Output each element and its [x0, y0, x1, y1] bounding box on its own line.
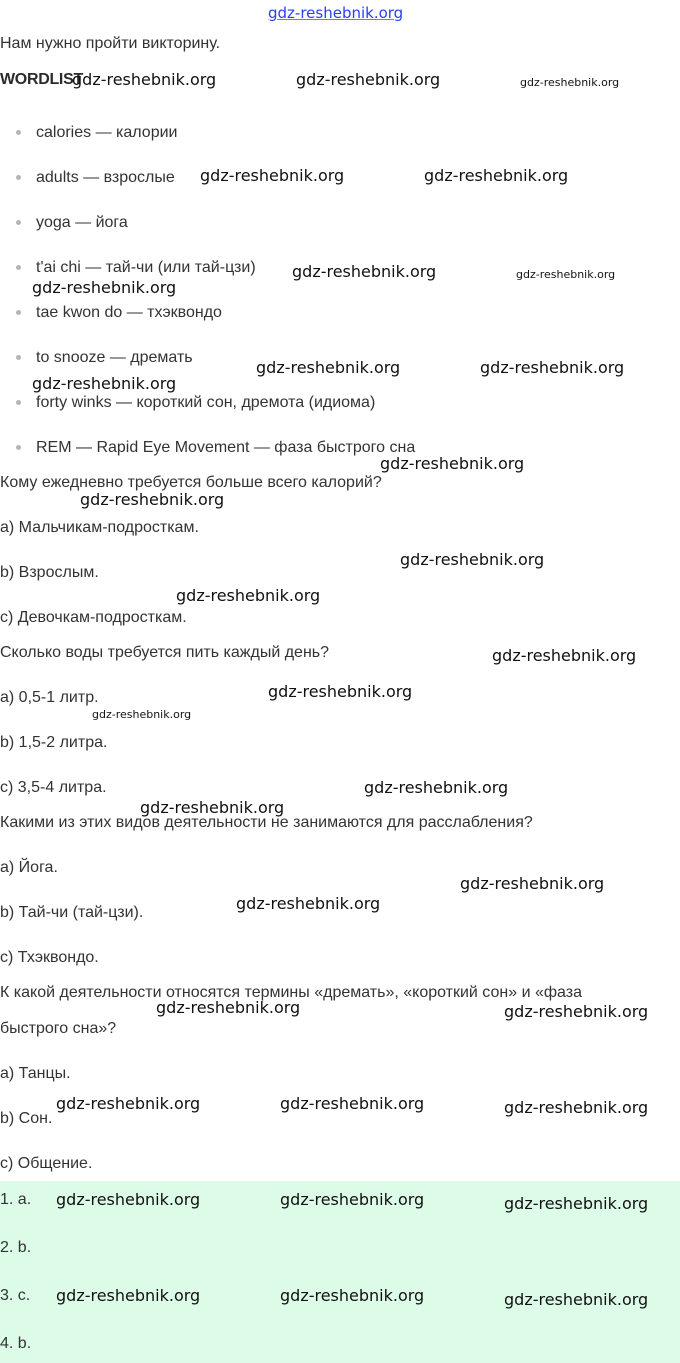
question-1-option-b: b) Взрослым. [0, 564, 99, 581]
watermark: gdz-reshebnik.org [364, 778, 509, 797]
question-3-text: Какими из этих видов деятельности не занимаются для расслабления? [0, 814, 533, 831]
question-1-option-c: c) Девочкам-подросткам. [0, 609, 187, 626]
question-3-option-a: a) Йога. [0, 859, 58, 876]
wordlist-item: t'ai chi — тай-чи (или тай-цзи) [36, 259, 256, 276]
intro-text: Нам нужно пройти викторину. [0, 35, 221, 52]
watermark: gdz-reshebnik.org [504, 1290, 649, 1309]
watermark: gdz-reshebnik.org [504, 1098, 649, 1117]
wordlist-item: adults — взрослые [36, 169, 175, 186]
wordlist-item: calories — калории [36, 124, 178, 141]
question-4-option-c: c) Общение. [0, 1155, 93, 1172]
watermark: gdz-reshebnik.org [380, 454, 525, 473]
bullet-icon [16, 175, 21, 180]
watermark: gdz-reshebnik.org [268, 682, 413, 701]
question-4-option-a: a) Танцы. [0, 1065, 71, 1082]
wordlist-item: forty winks — короткий сон, дремота (идиома) [36, 394, 376, 411]
wordlist-item: yoga — йога [36, 214, 128, 231]
bullet-icon [16, 220, 21, 225]
wordlist-item: REM — Rapid Eye Movement — фаза быстрого сна [36, 439, 416, 456]
answer-2: 2. b. [0, 1239, 32, 1256]
watermark: gdz-reshebnik.org [92, 708, 192, 721]
watermark: gdz-reshebnik.org [156, 998, 301, 1017]
wordlist-item: to snooze — дремать [36, 349, 193, 366]
watermark: gdz-reshebnik.org [480, 358, 625, 377]
watermark: gdz-reshebnik.org [492, 646, 637, 665]
bullet-icon [16, 400, 21, 405]
question-3-option-b: b) Тай-чи (тай-цзи). [0, 904, 144, 921]
watermark: gdz-reshebnik.org [400, 550, 545, 569]
watermark: gdz-reshebnik.org [280, 1190, 425, 1209]
question-4-option-b: b) Сон. [0, 1110, 53, 1127]
watermark: gdz-reshebnik.org [56, 1094, 201, 1113]
watermark: gdz-reshebnik.org [256, 358, 401, 377]
watermark: gdz-reshebnik.org [296, 70, 441, 89]
bullet-icon [16, 355, 21, 360]
watermark: gdz-reshebnik.org [32, 278, 177, 297]
watermark: gdz-reshebnik.org [516, 268, 616, 281]
question-4-text-line-1: К какой деятельности относятся термины «дремать», «короткий сон» и «фаза [0, 984, 582, 1001]
bullet-icon [16, 445, 21, 450]
question-2-option-c: c) 3,5-4 литра. [0, 779, 107, 796]
answer-1: 1. a. [0, 1191, 32, 1208]
answer-4: 4. b. [0, 1335, 32, 1352]
answer-3: 3. c. [0, 1287, 31, 1304]
watermark: gdz-reshebnik.org [504, 1002, 649, 1021]
watermark: gdz-reshebnik.org [424, 166, 569, 185]
question-2-text: Сколько воды требуется пить каждый день? [0, 644, 330, 661]
watermark: gdz-reshebnik.org [280, 1094, 425, 1113]
question-3-option-c: c) Тхэквондо. [0, 949, 99, 966]
watermark: gdz-reshebnik.org [56, 1286, 201, 1305]
watermark: gdz-reshebnik.org [72, 70, 217, 89]
watermark: gdz-reshebnik.org [80, 490, 225, 509]
question-1-option-a: a) Мальчикам-подросткам. [0, 519, 199, 536]
question-2-option-a: a) 0,5-1 литр. [0, 689, 99, 706]
watermark: gdz-reshebnik.org [504, 1194, 649, 1213]
watermark: gdz-reshebnik.org [520, 76, 620, 89]
watermark: gdz-reshebnik.org [200, 166, 345, 185]
watermark: gdz-reshebnik.org [176, 586, 321, 605]
watermark: gdz-reshebnik.org [292, 262, 437, 281]
watermark: gdz-reshebnik.org [56, 1190, 201, 1209]
question-2-option-b: b) 1,5-2 литра. [0, 734, 108, 751]
bullet-icon [16, 310, 21, 315]
watermark: gdz-reshebnik.org [280, 1286, 425, 1305]
watermark: gdz-reshebnik.org [32, 374, 177, 393]
site-header-link[interactable]: gdz-reshebnik.org [268, 4, 404, 22]
wordlist-title: WORDLIST [0, 71, 83, 88]
question-1-text: Кому ежедневно требуется больше всего калорий? [0, 474, 382, 491]
wordlist-item: tae kwon do — тхэквондо [36, 304, 222, 321]
question-4-text-line-2: быстрого сна»? [0, 1020, 117, 1037]
watermark: gdz-reshebnik.org [236, 894, 381, 913]
watermark: gdz-reshebnik.org [140, 798, 285, 817]
bullet-icon [16, 130, 21, 135]
watermark: gdz-reshebnik.org [460, 874, 605, 893]
bullet-icon [16, 265, 21, 270]
